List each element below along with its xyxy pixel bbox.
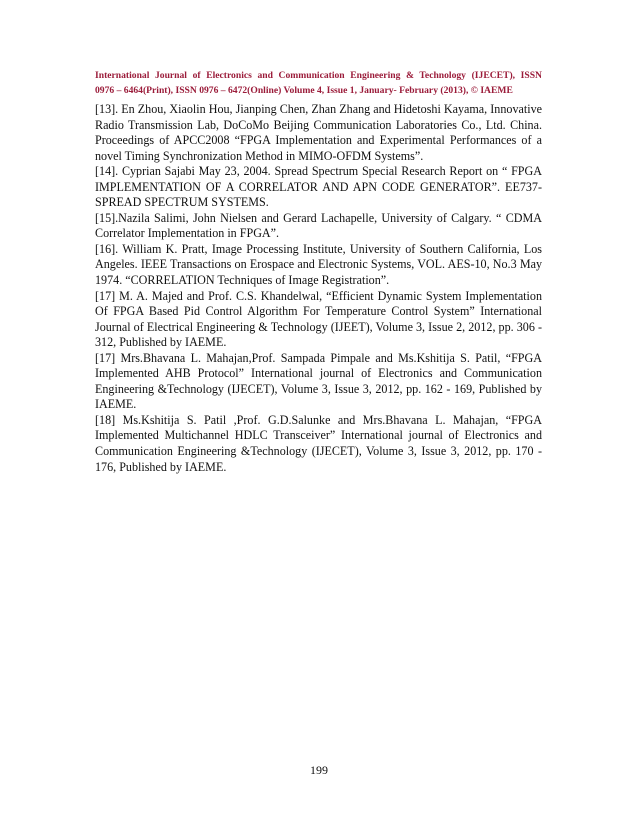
journal-header-line-1: International Journal of Electronics and Communication Engineering & Technology (IJECET), ISSN bbox=[95, 70, 542, 81]
reference-13: [13]. En Zhou, Xiaolin Hou, Jianping Chen, Zhan Zhang and Hidetoshi Kayama, Innovative Radio Transmission Lab, DoCoMo Beijing Communication Laboratories Co., Ltd. China. Proceedings of APCC2008 “FPGA Implementation and Experimental Performances of a novel Timing Synchronization Method in MIMO-OFDM Systems”. bbox=[95, 102, 542, 163]
reference-14: [14]. Cyprian Sajabi May 23, 2004. Spread Spectrum Special Research Report on “ FPGA IMPLEMENTATION OF A CORRELATOR AND APN CODE GENERATOR”. EE737-SPREAD SPECTRUM SYSTEMS. bbox=[95, 164, 542, 210]
page-number: 199 bbox=[310, 763, 328, 777]
reference-15: [15].Nazila Salimi, John Nielsen and Gerard Lachapelle, University of Calgary. “ CDMA Correlator Implementation in FPGA”. bbox=[95, 210, 542, 241]
reference-17-mahajan: [17] Mrs.Bhavana L. Mahajan,Prof. Sampada Pimpale and Ms.Kshitija S. Patil, “FPGA Implemented AHB Protocol” International journal of Electronics and Communication Engineering &Technology (IJECET), Volume 3, Issue 3, 2012, pp. 162 - 169, Published by IAEME. bbox=[95, 350, 542, 412]
reference-18: [18] Ms.Kshitija S. Patil ,Prof. G.D.Salunke and Mrs.Bhavana L. Mahajan, “FPGA Implemented Multichannel HDLC Transceiver” International journal of Electronics and Communication Engineering &Technology (IJECET), Volume 3, Issue 3, 2012, pp. 170 - 176, Published by IAEME. bbox=[95, 412, 542, 474]
reference-16: [16]. William K. Pratt, Image Processing Institute, University of Southern California, Los Angeles. IEEE Transactions on Erospace and Electronic Systems, VOL. AES-10, No.3 May 1974. “CORRELATION Techniques of Image Registration”. bbox=[95, 241, 542, 288]
reference-17-majed: [17] M. A. Majed and Prof. C.S. Khandelwal, “Efficient Dynamic System Implementation Of FPGA Based Pid Control Algorithm For Temperature Control System” International Journal of Electrical Engineering & Technology (IJEET), Volume 3, Issue 2, 2012, pp. 306 - 312, Published by IAEME. bbox=[95, 288, 542, 350]
journal-header-line-2: 0976 – 6464(Print), ISSN 0976 – 6472(Online) Volume 4, Issue 1, January- February (2013), © IAEME bbox=[95, 84, 513, 96]
references-list bbox=[95, 102, 542, 475]
journal-running-header bbox=[95, 69, 542, 98]
